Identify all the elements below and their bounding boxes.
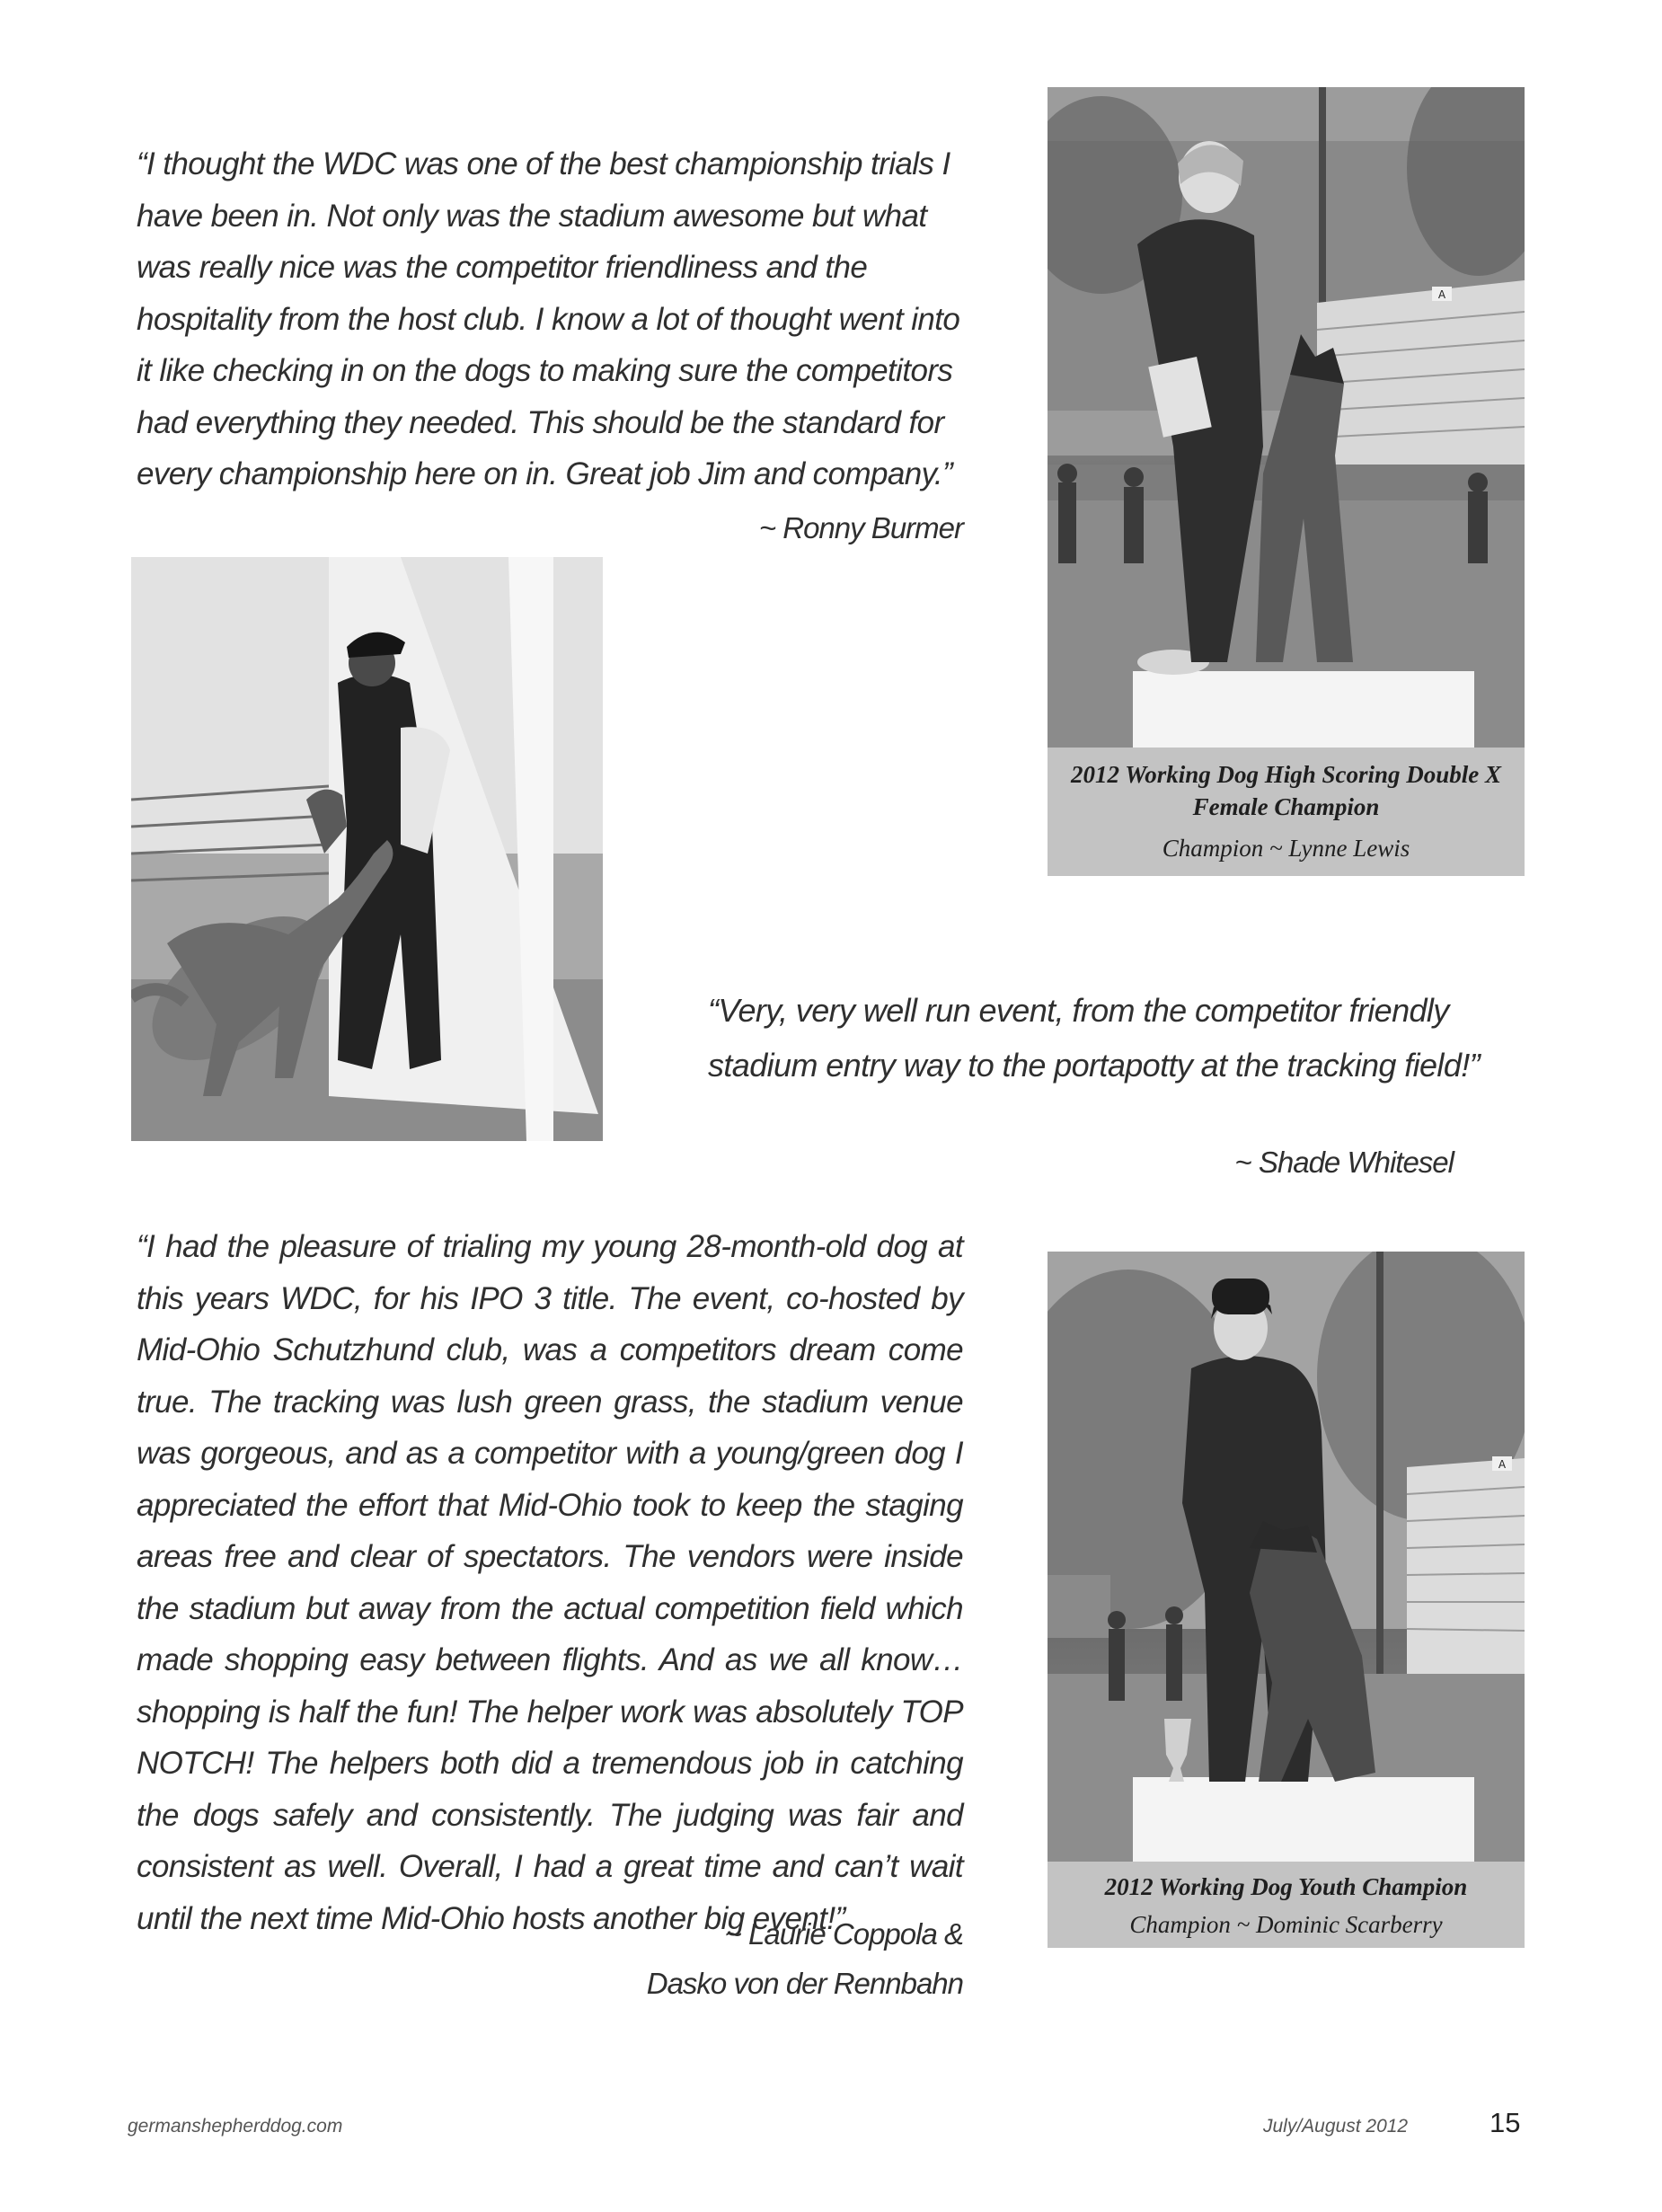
attribution-ronny-burmer: ~ Ronny Burmer [758, 511, 963, 544]
caption-champion-name: Champion ~ Dominic Scarberry [1129, 1911, 1443, 1938]
caption-title: 2012 Working Dog High Scoring Double X Female Champion [1070, 761, 1502, 820]
stadium-sign-letter: A [1498, 1458, 1507, 1471]
caption-champion-name: Champion ~ Lynne Lewis [1162, 835, 1410, 862]
podium [1133, 671, 1474, 748]
page-number: 15 [1490, 2107, 1521, 2138]
caption-dominic-scarberry [1048, 1862, 1525, 1948]
caption-lynne-lewis [1048, 748, 1525, 876]
quote-laurie-coppola: “I had the pleasure of trialing my young 28-month-old dog at this years WDC, for his IPO 3 title. The event, co-hosted by Mid-Ohio Schutzhund club, was a competitors dream come true. The tracking was lush green grass, the stadium venue was gorgeous, and as a competitor with a young/green dog I appreciated the effort that Mid-Ohio took to keep the staging areas free and clear of spectators. The vendors were inside the stadium but away from the actual competition field which made shopping easy between flights. And as we all know… shopping is half the fun! The helper work was absolutely TOP NOTCH! The helpers both did a tremendous job in catching the dogs safely and consistently. The judging was fair and consistent as well. Overall, I had a great time and can’t wait until the next time Mid-Ohio hosts another big event!” [137, 1229, 963, 1936]
photo-dominic-scarberry-champion [1048, 1252, 1525, 1862]
stadium-sign-letter: A [1437, 288, 1446, 301]
attribution-shade-whitesel: ~ Shade Whitesel [1234, 1146, 1454, 1179]
attribution-laurie-coppola-line1: ~ Laurie Coppola & [724, 1917, 963, 1951]
photo-steve-gregalunas [131, 557, 603, 1141]
podium [1133, 1777, 1474, 1862]
footer-website: germanshepherddog.com [128, 2116, 343, 2137]
quote-shade-whitesel: “Very, very well run event, from the competitor friendly stadium entry way to the portapotty at the tracking field!” [708, 992, 1481, 1084]
photo-lynne-lewis-champion [1048, 87, 1525, 748]
attribution-laurie-coppola-line2: Dasko von der Rennbahn [646, 1967, 963, 2000]
quote-ronny-burmer: “I thought the WDC was one of the best championship trials I have been in. Not only was the stadium awesome but what was really nice was the competitor friendliness and the hospitality from the host club. I know a lot of thought went into it like checking in on the dogs to making sure the competitors had everything they needed. This should be the standard for every championship here on in. Great job Jim and company.” [137, 146, 960, 491]
footer-issue-date: July/August 2012 [1263, 2116, 1409, 2137]
caption-title: 2012 Working Dog Youth Champion [1104, 1873, 1468, 1900]
